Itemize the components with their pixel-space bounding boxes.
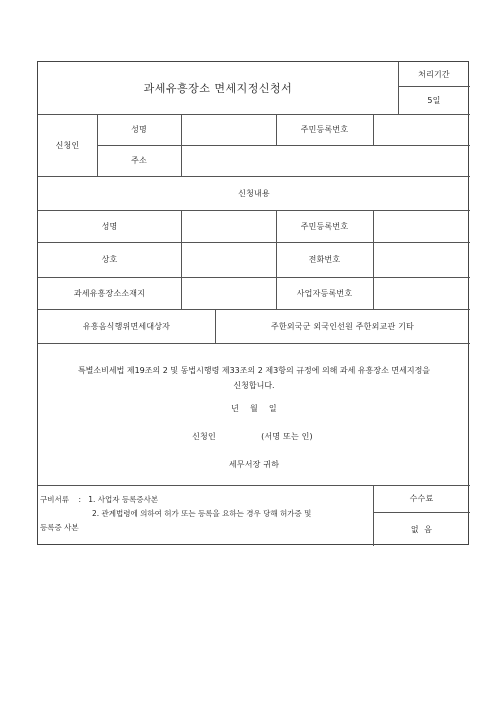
signature-label: 신청인 [192,431,216,441]
address-field[interactable] [181,145,470,176]
statement-text [48,363,460,393]
signature-hint: (서명 또는 인) [261,431,313,441]
phone-field[interactable] [373,242,470,277]
phone-label: 전화번호 [308,255,341,264]
form-title: 과세유흥장소 면세지정신청서 [143,82,293,95]
processing-period-value: 5일 [427,95,441,105]
name-label-2: 성명 [101,221,118,231]
processing-period-label: 처리기간 [418,69,450,79]
required-docs-line: 구비서류 : 1. 사업자 등록증사본 [40,495,159,504]
statement-line: 특별소비세법 제19조의 2 및 동법시행령 제33조의 2 제3항의 규정에 의해 과세 유흥장소 면세지정을 [77,366,431,375]
business-reg-label: 사업자등록번호 [296,288,353,298]
address-label: 주소 [131,156,147,165]
content-heading: 신청내용 [238,188,270,198]
venue-location-label: 과세유흥장소소재지 [73,288,146,298]
required-docs [40,493,373,535]
applicant-label: 신청인 [55,140,80,150]
trade-name-label: 상호 [101,255,118,264]
resident-number-label: 주민등록번호 [300,125,349,134]
trade-name-field[interactable] [181,242,276,277]
exempt-target-label: 유흥음식행위면세대상자 [82,321,171,331]
resident-number-field[interactable] [373,114,470,145]
business-reg-field[interactable] [373,277,470,309]
fee-label: 수수료 [409,494,434,503]
required-docs-line: 2. 관계법령에 의하여 허가 또는 등록을 요하는 경우 당해 허가증 및 [92,509,312,518]
recipient: 세무서장 귀하 [228,459,280,469]
name-field[interactable] [181,114,276,145]
date-line: 년 월 일 [231,403,277,413]
required-docs-line: 등록증 사본 [40,523,79,532]
name-label: 성명 [131,125,147,134]
fee-value: 없 음 [410,524,433,534]
exempt-target-options[interactable]: 주한외국군 외국인선원 주한외교관 기타 [270,321,414,331]
statement-line: 신청합니다. [233,381,275,390]
divider [38,343,470,344]
application-form [37,61,469,545]
resident-number-label-2: 주민등록번호 [300,221,349,231]
name-field-2[interactable] [181,210,276,242]
resident-number-field-2[interactable] [373,210,470,242]
venue-location-field[interactable] [181,277,276,309]
